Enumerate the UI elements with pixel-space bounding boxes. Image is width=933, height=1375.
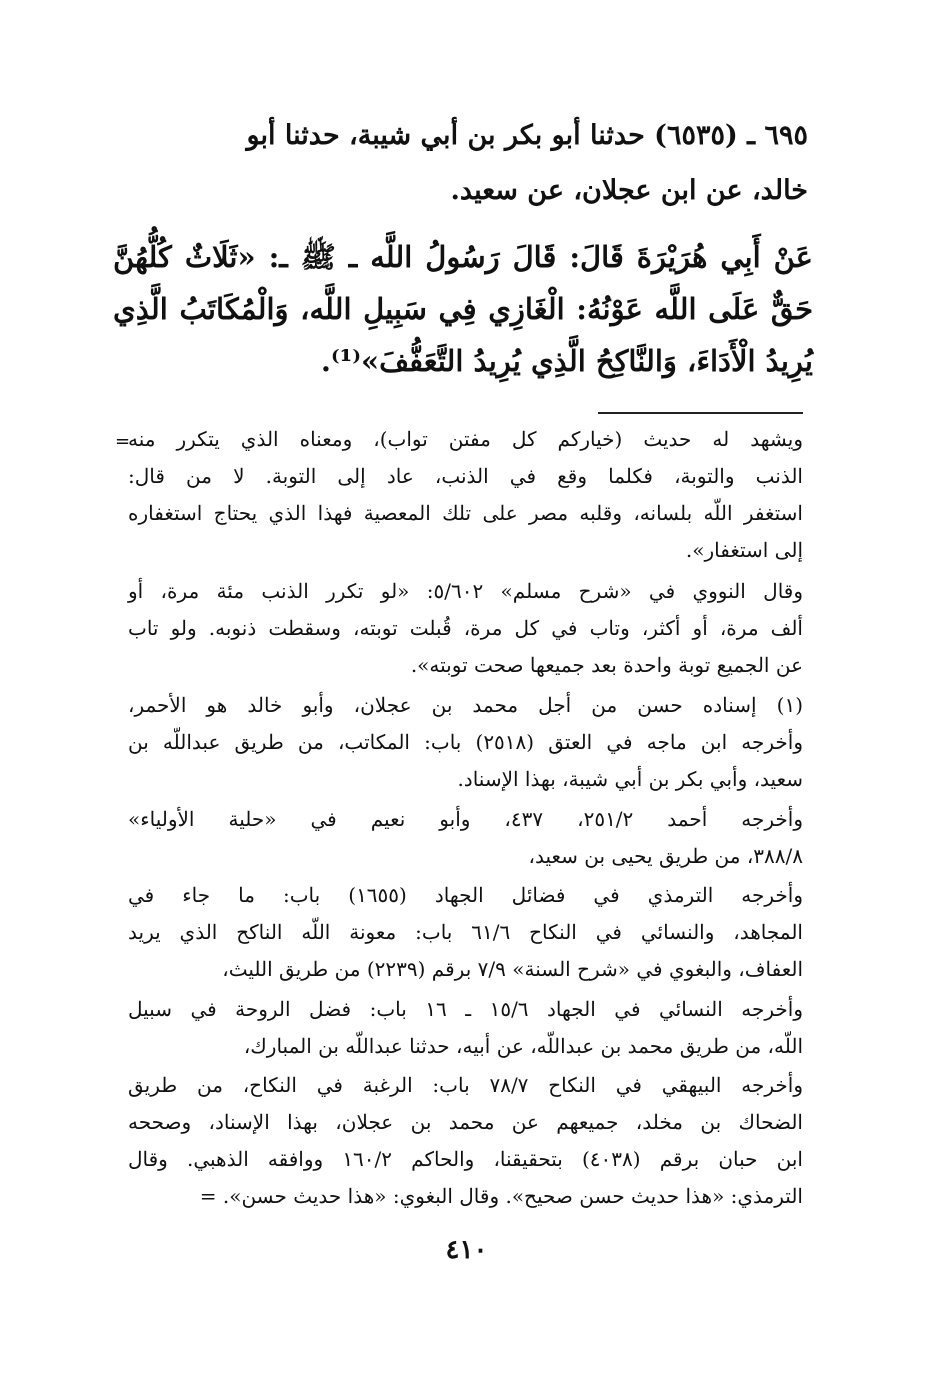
footnote-line: وقال النووي في «شرح مسلم» ٥/٦٠٢: «لو تكرر الذنب مئة مرة، أو <box>128 579 804 603</box>
footnote-line: (١) إسناده حسن من أجل محمد بن عجلان، وأبو خالد هو الأحمر، <box>128 693 803 717</box>
footnote-line: الذنب والتوبة، فكلما وقع في الذنب، عاد إلى التوبة. لا من قال: <box>128 464 803 488</box>
footnote-line: وأخرجه أحمد ٢٥١/٢، ٤٣٧، وأبو نعيم في «حلية الأولياء» <box>128 807 803 831</box>
footnote-line: ويشهد له حديث (خياركم كل مفتن تواب)، ومعناه الذي يتكرر منه <box>128 427 803 451</box>
footnote-line: العفاف، والبغوي في «شرح السنة» ٧/٩ برقم (٢٢٣٩) من طريق الليث، <box>222 957 803 981</box>
footnote-line: وأخرجه ابن ماجه في العتق (٢٥١٨) باب: المكاتب، من طريق عبداللّه بن <box>128 730 803 754</box>
hadith-chain-line-1: ٦٩٥ ـ (٦٥٣٥) حدثنا أبو بكر بن أبي شيبة، حدثنا أبو <box>246 120 808 151</box>
footnote-line: استغفر اللّه بلسانه، وقلبه مصر على تلك المعصية فهذا الذي يحتاج استغفاره <box>128 501 803 525</box>
footnote-line: ٣٨٨/٨، من طريق يحيى بن سعيد، <box>528 844 803 868</box>
footnote-line: إلى استغفار». <box>685 538 803 562</box>
hadith-text-line-2: حَقٌّ عَلَى اللَّه عَوْنُهُ: الْغَازِي فِي سَبِيلِ اللَّه، وَالْمُكَاتَبُ الَّذِي <box>113 292 813 326</box>
footnote-line: وأخرجه الترمذي في فضائل الجهاد (١٦٥٥) باب: ما جاء في <box>128 883 803 907</box>
footnote-divider <box>598 412 803 414</box>
page-number: ٤١٠ <box>445 1235 488 1265</box>
hadith-text-line-1: عَنْ أَبِي هُرَيْرَةَ قَالَ: قَالَ رَسُولُ اللَّه ـ ﷺ ـ: «ثَلَاثٌ كُلُّهُنَّ <box>113 240 813 274</box>
hadith-chain-line-2: خالد، عن ابن عجلان، عن سعيد. <box>450 175 808 206</box>
footnote-line: اللّه، من طريق محمد بن عبداللّه، عن أبيه، حدثنا عبداللّه بن المبارك، <box>243 1034 803 1058</box>
footnote-line: وأخرجه النسائي في الجهاد ١٥/٦ ـ ١٦ باب: فضل الروحة في سبيل <box>128 997 804 1021</box>
footnote-line: سعيد، وأبي بكر بن أبي شيبة، بهذا الإسناد. <box>457 767 803 791</box>
footnote-line: الترمذي: «هذا حديث حسن صحيح». وقال البغوي: «هذا حديث حسن». = <box>199 1184 803 1208</box>
footnote-line: ابن حبان برقم (٤٠٣٨) بتحقيقنا، والحاكم ١٦٠/٢ ووافقه الذهبي. وقال <box>128 1147 803 1171</box>
footnote-continuation-mark: = <box>115 431 131 452</box>
footnote-line: وأخرجه البيهقي في النكاح ٧٨/٧ باب: الرغبة في النكاح، من طريق <box>128 1073 803 1097</box>
footnote-line: الضحاك بن مخلد، جميعهم عن محمد بن عجلان، بهذا الإسناد، وصححه <box>128 1110 803 1134</box>
footnote-line: ألف مرة، أو أكثر، وتاب في كل مرة، قُبلت توبته، وسقطت ذنوبه. ولو تاب <box>128 616 803 640</box>
hadith-text-line-3: يُرِيدُ الْأَدَاءَ، وَالنَّاكِحُ الَّذِي يُرِيدُ التَّعَفُّفَ»⁽¹⁾. <box>320 344 813 378</box>
footnote-line: المجاهد، والنسائي في النكاح ٦١/٦ باب: معونة اللّه الناكح الذي يريد <box>128 920 803 944</box>
footnote-line: عن الجميع توبة واحدة بعد جميعها صحت توبته». <box>410 653 803 677</box>
